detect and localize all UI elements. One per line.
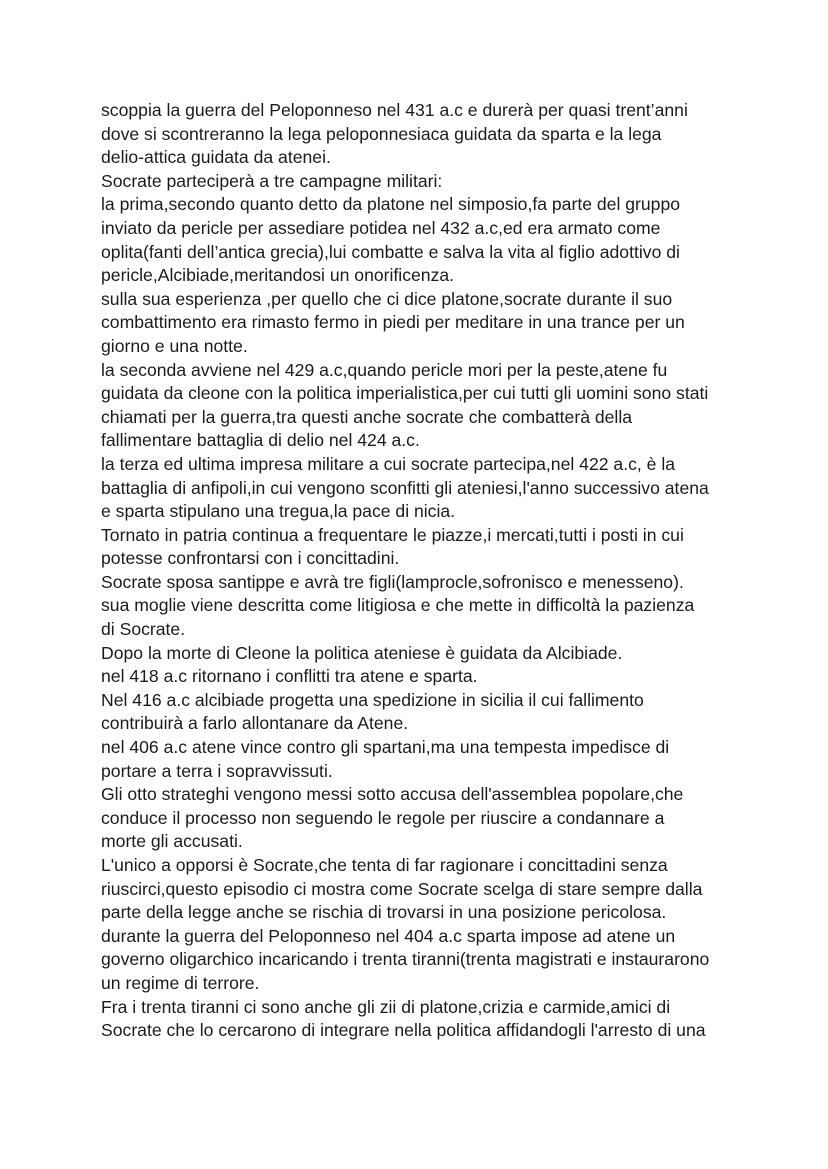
text-line: sua moglie viene descritta come litigiosa e che mette in difficoltà la pazienza (101, 595, 695, 616)
text-line: la prima,secondo quanto detto da platone nel simposio,fa parte del gruppo (101, 194, 681, 215)
text-line: Dopo la morte di Cleone la politica ateniese è guidata da Alcibiade. (101, 642, 623, 663)
text-line: riuscirci,questo episodio ci mostra come Socrate scelga di stare sempre dalla (101, 878, 703, 899)
text-line: delio-attica guidata da atenei. (101, 147, 331, 168)
text-line: durante la guerra del Peloponneso nel 404 a.c sparta impose ad atene un (101, 925, 676, 946)
text-line: nel 406 a.c atene vince contro gli spartani,ma una tempesta impedisce di (101, 737, 670, 758)
text-line: Gli otto strateghi vengono messi sotto accusa dell'assemblea popolare,che (101, 784, 684, 805)
text-line: oplita(fanti dell’antica grecia),lui combatte e salva la vita al figlio adottivo di (101, 241, 680, 262)
text-line: Fra i trenta tiranni ci sono anche gli zii di platone,crizia e carmide,amici di (101, 996, 671, 1017)
text-line: sulla sua esperienza ,per quello che ci dice platone,socrate durante il suo (101, 288, 673, 309)
text-line: chiamati per la guerra,tra questi anche socrate che combatterà della (101, 406, 633, 427)
text-line: la terza ed ultima impresa militare a cui socrate partecipa,nel 422 a.c, è la (101, 453, 676, 474)
text-line: morte gli accusati. (101, 831, 243, 852)
text-line: di Socrate. (101, 619, 186, 640)
text-line: governo oligarchico incaricando i trenta tiranni(trenta magistrati e instaurarono (101, 949, 710, 970)
text-line: la seconda avviene nel 429 a.c,quando pericle mori per la peste,atene fu (101, 359, 668, 380)
text-line: giorno e una notte. (101, 335, 248, 356)
text-line: conduce il processo non seguendo le regole per riuscire a condannare a (101, 807, 665, 828)
text-line: Tornato in patria continua a frequentare le piazze,i mercati,tutti i posti in cui (101, 524, 684, 545)
text-line: parte della legge anche se rischia di trovarsi in una posizione pericolosa. (101, 902, 667, 923)
text-line: dove si scontreranno la lega peloponnesiaca guidata da sparta e la lega (101, 123, 662, 144)
text-line: potesse confrontarsi con i concittadini. (101, 548, 400, 569)
text-line: nel 418 a.c ritornano i conflitti tra atene e sparta. (101, 666, 478, 687)
text-line: L'unico a opporsi è Socrate,che tenta di far ragionare i concittadini senza (101, 855, 668, 875)
text-line: e sparta stipulano una tregua,la pace di nicia. (101, 501, 456, 522)
text-line: Socrate parteciperà a tre campagne militari: (101, 170, 443, 191)
text-line: combattimento era rimasto fermo in piedi per meditare in una trance per un (101, 312, 685, 333)
text-line: battaglia di anfipoli,in cui vengono sconfitti gli ateniesi,l'anno successivo atena (101, 477, 709, 498)
text-line: Nel 416 a.c alcibiade progetta una spedizione in sicilia il cui fallimento (101, 689, 644, 710)
text-line: pericle,Alcibiade,meritandosi un onorificenza. (101, 265, 455, 286)
text-line: portare a terra i sopravvissuti. (101, 760, 333, 781)
text-line: Socrate sposa santippe e avrà tre figli(lamprocle,sofronisco e menesseno). (101, 571, 684, 592)
text-line: contribuirà a farlo allontanare da Atene. (101, 713, 409, 734)
text-line: inviato da pericle per assediare potidea nel 432 a.c,ed era armato come (101, 217, 661, 238)
text-line: scoppia la guerra del Peloponneso nel 431 a.c e durerà per quasi trent’anni (101, 100, 688, 120)
text-line: Socrate che lo cercarono di integrare nella politica affidandogli l'arresto di una (101, 1020, 706, 1041)
text-line: guidata da cleone con la politica imperialistica,per cui tutti gli uomini sono stati (101, 383, 709, 404)
text-line: fallimentare battaglia di delio nel 424 a.c. (101, 430, 420, 451)
text-line: un regime di terrore. (101, 972, 260, 993)
document-body-text (101, 99, 741, 1043)
